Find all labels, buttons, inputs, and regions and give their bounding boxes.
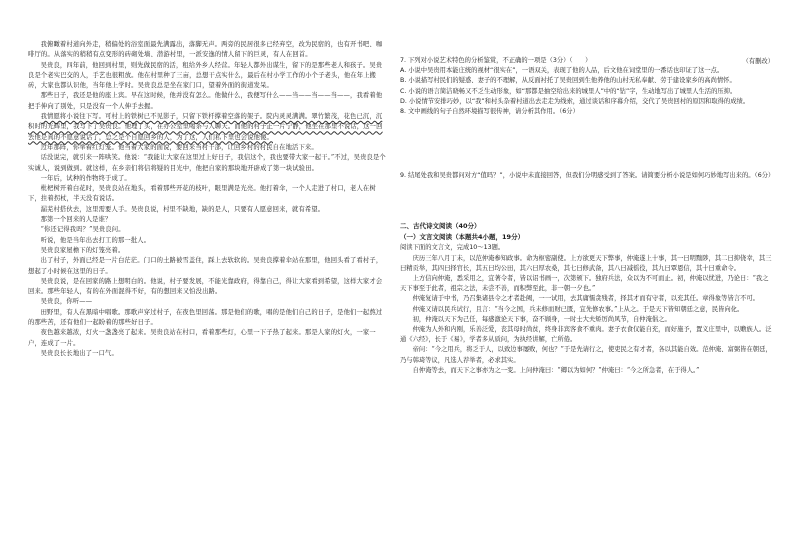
story-paragraph: “你还记得我吗？”吴贵良问。 <box>40 226 125 234</box>
story-paragraph: 吴贵良长长地出了一口气。 <box>40 349 118 357</box>
story-paragraph: 我俯瞰着村道向外走，稍偏处的浴室面最先满露出，落脚无声。两旁的民居很多已经弃空，改为民宿的，也有开书吧、咖啡厅的。从落实的稍稍有点变形的砖砌处墙、潜游村里，一派安逸的情人留下的巨灵，有人在回首。 <box>28 41 383 59</box>
classical-paragraph: 帝问：“今之用兵，将乏于人，以致边事屡败，何也？”于是先请行之，使吏民之有才者，各以其能自效。范仲淹、富弼皆在朝廷，乃与韩琦等议，凡选人荐举者，必求其实。 <box>400 346 772 364</box>
story-paragraph: 夜色越来越浓，灯火一盏盏亮了起来。吴贵良站在村口，看着那些灯，心里一下子热了起来。那是人家的灯火，一家一户，连成了一片。 <box>28 329 376 347</box>
classical-paragraph: 自仲淹等去，而天下之事亦为之一变。上问仲淹曰：“卿以为如何？”仲淹曰：“今之所急者，在于得人。” <box>412 366 700 374</box>
option-d: D. 小说情节安排巧妙，以“我”和村头杂着村道出去走走为线索，通过谈话和序幕介绍，交代了吴贵回村的原因和取得的成绩。 <box>400 97 750 105</box>
option-a: A. 小说中吴贵用本能庄统的视材“很实在”，一语双关，表现了他的人品，后文他在词堂里的一番话也印证了这一点。 <box>400 67 724 75</box>
story-paragraph: 吴贵良说，是在回家的路上想明白的。他说，村子要发展，不能光靠政府，得靠自己，得让大家看到希望，这样大家才会回来。那些年轻人，有的在外面混得不好，有的想回来又怕没出路。 <box>28 277 383 296</box>
option-b: B. 小说描写村民们的疑惑、妻子的不理解，从反面衬托了吴贵回到生他养他的山村无私奉献、劳于建设家乡的高尚情怀。 <box>400 77 736 85</box>
option-c: C. 小说的语言简洁晓畅又不乏生动形象，如“那都是抽空给出来的城里人”中的“钻”字，生动地写出了城里人生活的压抑。 <box>400 87 737 95</box>
classical-paragraph: 上方信向仲淹，悉采用之，宜著令者，皆以诏书画一，次第颁下。独府兵法，众以为不可而止。初，仲淹以忧进，乃论日：“我之天下事至于此者，祖宗之法，未尝不善，而积弊至此，非一朝一夕也。” <box>400 275 769 293</box>
classical-paragraph: 仲淹复请于中书，乃召集诸县令之才者赴阙，一一试用，去其庸懦贪残者，择其才而有守者，以充其任。章得象等皆言不可。 <box>412 295 759 303</box>
question-8: 8. 文中画线的句子自然环境描写很传神，请分析其作用。（6分） <box>400 108 579 116</box>
classical-paragraph: 庆历三年八月丁未，以范仲淹参知政事。命为枢密副使。上方欲更天下弊事，仲淹遂上十事，其一曰明黜陟，其二曰抑侥幸，其三曰精贡举，其四曰择官长，其五曰均公田，其六曰厚农桑，其七曰修武备，其八曰减徭役，其九曰覃恩信，其十曰重命令。 <box>400 254 772 272</box>
story-paragraph: 漏芜村搭伙去，这里需要人手。吴贵良说，村里不缺地，缺的是人，只要有人愿意回来，就有希望。 <box>40 205 325 213</box>
story-paragraph: 那些日子，我还是他的座上宾。早在这时候，他并没有怎么。他做什么，我便写什么——当——当——当——，我看着他把手伸向了别处，只是没有一个人伸手去握。 <box>28 92 383 110</box>
story-paragraph: 吴贵良家屋檐下的灯笼亮着。 <box>40 246 125 254</box>
classical-paragraph: 仲淹又请以民兵试行，且言：“当今之国，兵未修而财已匮，宜先修农事。”上从之。于是天下皆知朝廷之意，民皆向化。 <box>412 305 744 313</box>
questions-column <box>400 56 775 560</box>
story-paragraph: 过年那阵，你举着红灯笼。他当着大家的面说，要回来当村干部，让回乡村的村民自在地活下来。 <box>40 143 318 151</box>
question-7: 7. 下列对小说艺术特色的分析鉴赏，不正确的一项是（3分）（ ） <box>400 57 592 64</box>
story-paragraph-underlined: 我情愿将小说往下写。可村上的铁树已不见影子，只留下铁杆撑着空落的架子。院内灵灵满满。翠竹繁茂，花色已沉，沉积时的光辉里，我写下了吴贵良。他理了头，在办公室里喝茶与人聊天。而他的村子正一片宁静，他坐在那里不说话，这一回去他是真的不愿意说话了，总之是个自愿回乡的人，为了这，人们私下里也会说他傻。 <box>28 113 383 141</box>
story-paragraph: 听说，他是当年出去打工的那一批人。 <box>40 236 151 244</box>
story-paragraph: 那第一个回来的人是谁？ <box>40 216 112 224</box>
subsection-heading: （一）文言文阅读（本题共4小题，19分） <box>400 233 525 242</box>
story-paragraph: 出了村子，外面已经是一片白茫茫。门口的土路被雪盖住，踩上去软软的。吴贵良撑着伞站在那里，他回头看了看村子，想起了小时候在这里的日子。 <box>28 257 383 275</box>
source-note: （有删改） <box>742 58 774 65</box>
classical-paragraph: 初，仲淹以天下为己任，每感激论天下事，奋不顾身，一时士大夫矫厉尚风节，自仲淹倡之。 <box>412 315 671 323</box>
reading-instruction: 阅读下面的文言文，完成10～13题。 <box>400 244 505 252</box>
story-paragraph: 田野里，有人在黑暗中唱歌。那歌声穿过村子，在夜色里回荡。那是他们的歌，唱的是他们自己的日子，是他们一起熬过的那些苦，还有他们一起盼着的那些好日子。 <box>28 308 383 327</box>
story-column <box>28 40 388 560</box>
story-paragraph: 吴贵良，四年前，他回到村里，则先做民宿的活，租给外乡人经营。年轻人都外出谋生，留下的是那些老人和孩子。吴贵良是个老实巴交的人，手艺也很粗放。他在村里种了三亩，总想干点实什么，最后在村小学工作的小个子老头，他在年上搬砖，大家也都认识他，当年他上学时。吴贵良总是坐在家门口，望着外面的街道发呆。 <box>28 61 383 90</box>
classical-paragraph: 仲淹为人外和内刚，乐善泛爱，丧其母时尚贫，终身非宾客食不重肉。妻子衣食仅能自充，而好施予，置义庄里中，以赡族人。泛通《六经》，长于《易》，学者多从质问，为执经讲解，亡所倦。 <box>400 326 772 344</box>
story-paragraph: 话没说完，就引来一阵哄笑。他说：“我能让大家在这里过上好日子，我信这个，我也要带大家一起干。”不过，吴贵良是个实诚人，说到做到。就这样，在乡亲们将信将疑的目光中，他把自家的那块地开辟成了第一块试验田。 <box>28 154 386 172</box>
question-9: 9. 结尾处我和吴贵都问对方“值吗？”，小说中未直接回答，但我们分明感受到了答案。请简要分析小说是如何巧妙地写出来的。（6分） <box>400 172 775 180</box>
section-heading: 二、古代诗文阅读（40分） <box>400 222 481 231</box>
story-paragraph: 枇杷树开着白花时，吴贵良站在地头，看着那些开花的枝叶，眼里满是光亮。他打着伞，一个人走进了村口，老人在树下，拄着拐杖，半天没有说话。 <box>28 185 376 203</box>
story-paragraph: 吴贵良，你听—— <box>40 298 93 306</box>
story-paragraph: 一年后，试种的作物终于成了。 <box>40 174 131 182</box>
